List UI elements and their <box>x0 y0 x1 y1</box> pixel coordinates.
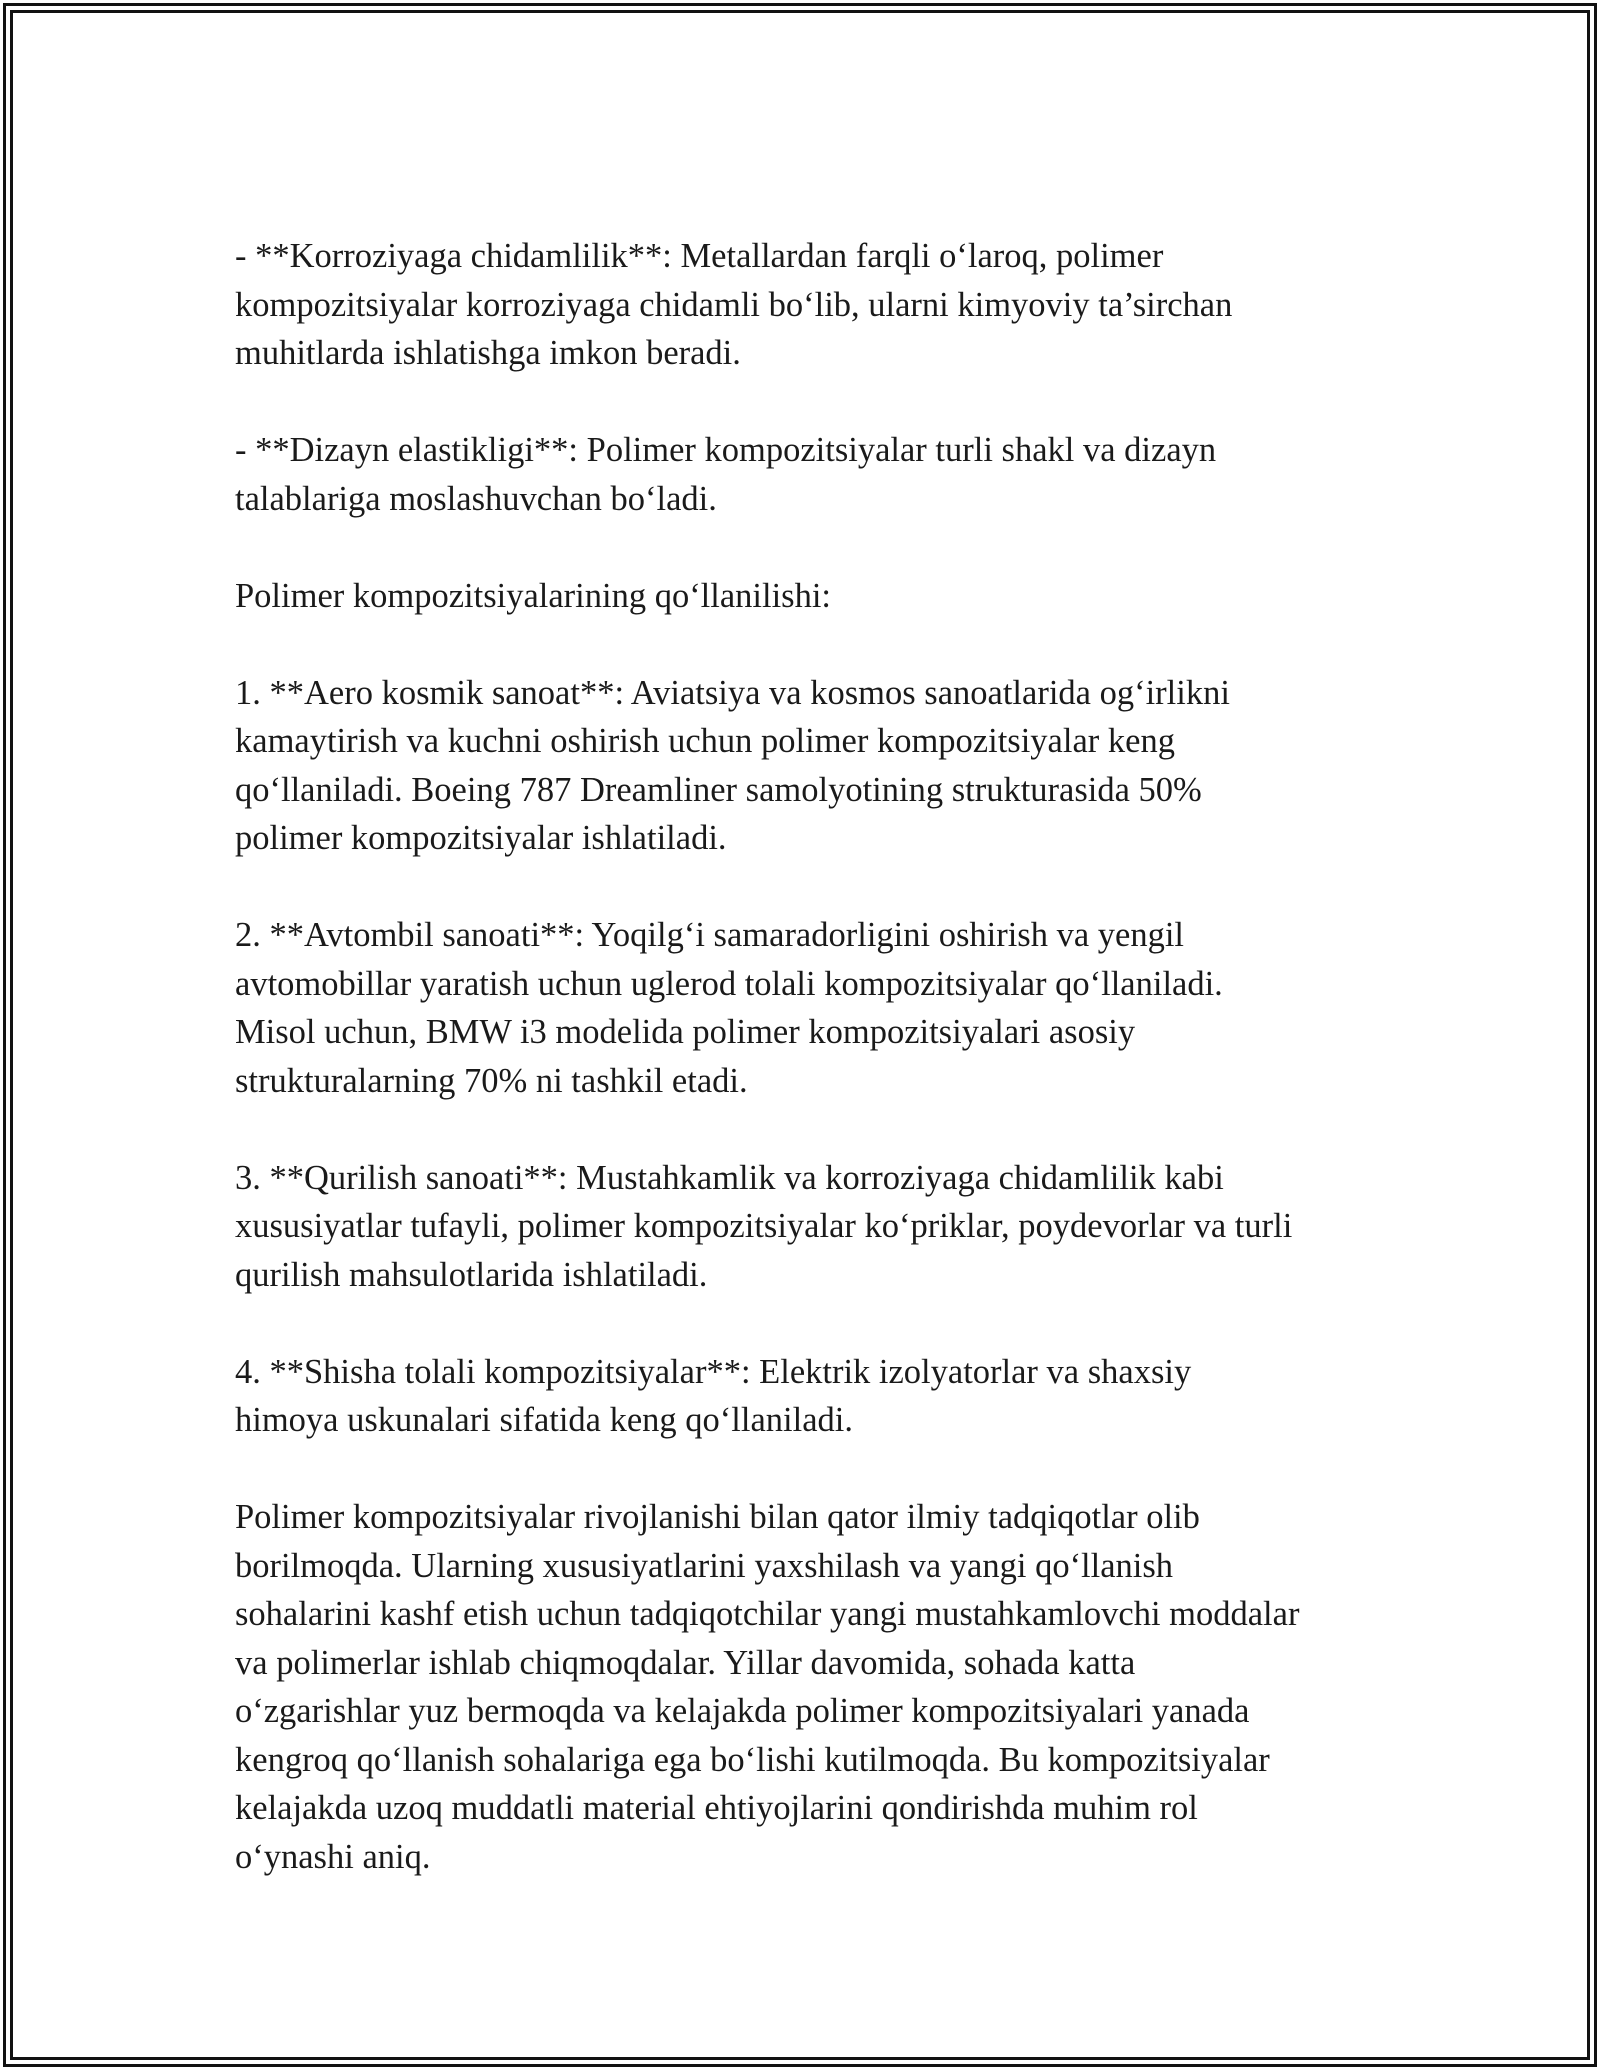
paragraph-construction: 3. **Qurilish sanoati**: Mustahkamlik va korroziyaga chidamlilik kabi xususiyatlar tufayli, polimer kompozitsiyalar ko‘priklar, poydevorlar va turli qurilish mahsulotlarida ishlatiladi. <box>235 1158 1293 1294</box>
paragraph-design-flexibility: - **Dizayn elastikligi**: Polimer kompozitsiyalar turli shakl va dizayn talablariga moslashuvchan bo‘ladi. <box>235 431 1217 518</box>
paragraph-automotive: 2. **Avtombil sanoati**: Yoqilg‘i samaradorligini oshirish va yengil avtomobillar yaratish uchun uglerod tolali kompozitsiyalar qo‘llaniladi. Misol uchun, BMW i3 modelida polimer kompozitsiyalari asosiy strukturalarning 70% ni tashkil etadi. <box>235 916 1223 1100</box>
document-body <box>235 232 1375 1881</box>
paragraph-aerospace: 1. **Aero kosmik sanoat**: Aviatsiya va kosmos sanoatlarida og‘irlikni kamaytirish va kuchni oshirish uchun polimer kompozitsiyalar keng qo‘llaniladi. Boeing 787 Dreamliner samolyotining strukturasida 50% polimer kompozitsiyalar ishlatiladi. <box>235 673 1230 857</box>
paragraph-fiberglass: 4. **Shisha tolali kompozitsiyalar**: Elektrik izolyatorlar va shaxsiy himoya uskunalari sifatida keng qo‘llaniladi. <box>235 1352 1192 1439</box>
paragraph-applications-heading: Polimer kompozitsiyalarining qo‘llanilishi: <box>235 576 832 615</box>
paragraph-corrosion-resistance: - **Korroziyaga chidamlilik**: Metallardan farqli o‘laroq, polimer kompozitsiyalar korroziyaga chidamli bo‘lib, ularni kimyoviy ta’sirchan muhitlarda ishlatishga imkon beradi. <box>235 237 1233 372</box>
paragraph-conclusion: Polimer kompozitsiyalar rivojlanishi bilan qator ilmiy tadqiqotlar olib borilmoqda. Ularning xususiyatlarini yaxshilash va yangi qo‘llanish sohalarini kashf etish uchun tadqiqotchilar yangi mustahkamlovchi moddalar va polimerlar ishlab chiqmoqdalar. Yillar davomida, sohada katta o‘zgarishlar yuz bermoqda va kelajakda polimer kompozitsiyalari yanada kengroq qo‘llanish sohalariga ega bo‘lishi kutilmoqda. Bu kompozitsiyalar kelajakda uzoq muddatli material ehtiyojlarini qondirishda muhim rol o‘ynashi aniq. <box>235 1498 1300 1876</box>
